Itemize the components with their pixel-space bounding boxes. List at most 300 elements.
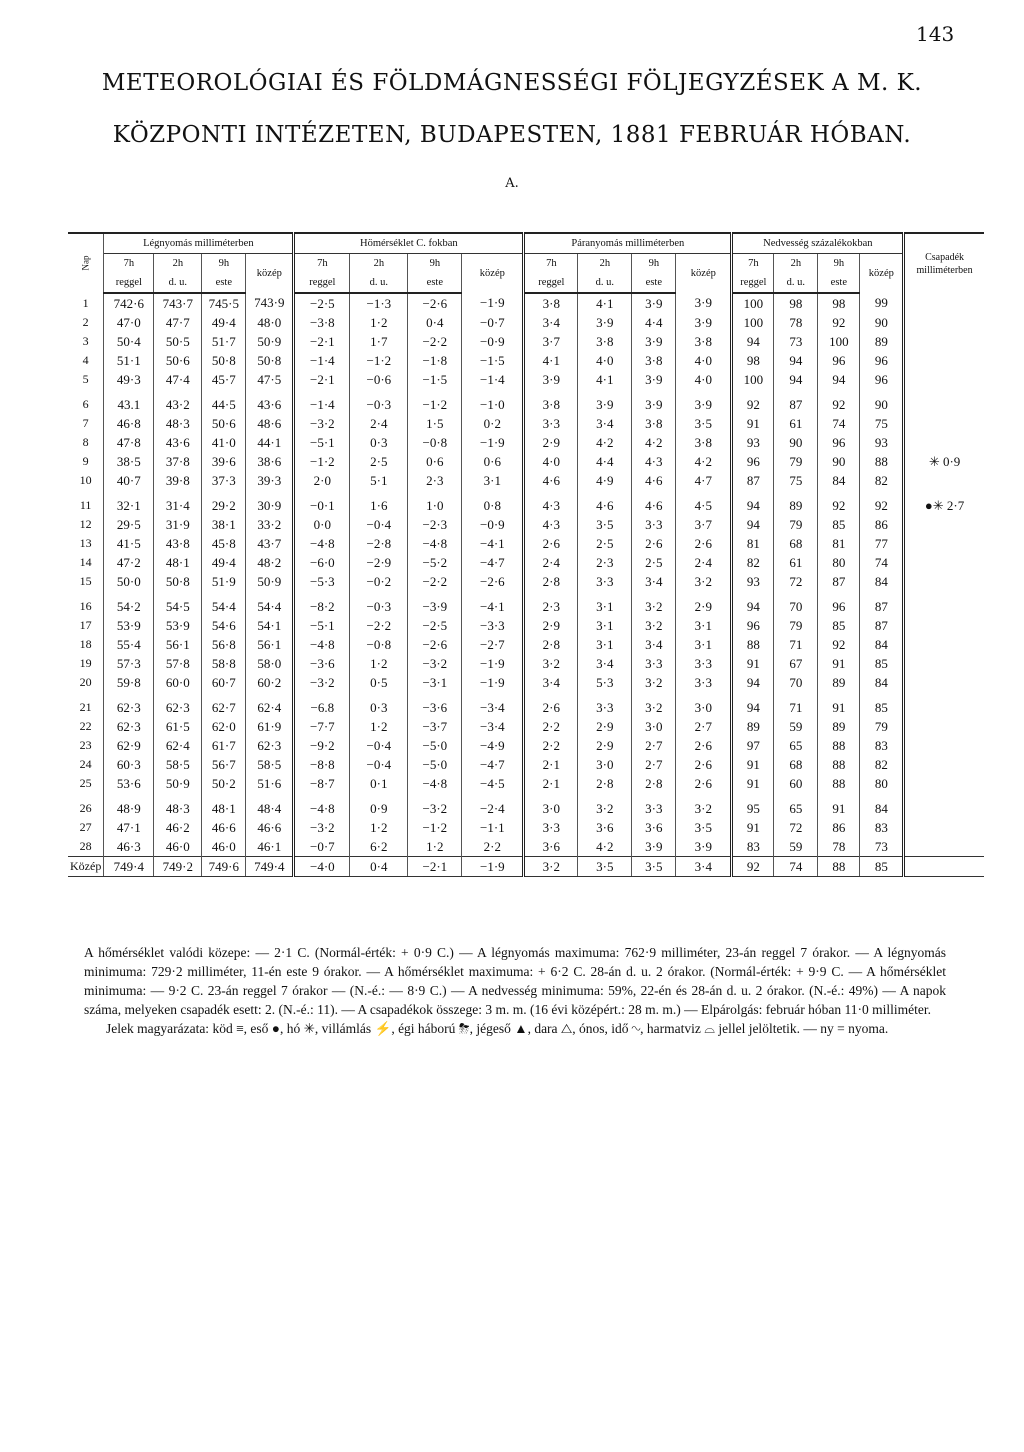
pressure-reading: 49·4 [202, 313, 246, 332]
vapour-pressure-reading: 4·2 [632, 433, 676, 452]
vapour-pressure-reading: 3·0 [578, 755, 632, 774]
vapour-pressure-mean: 2·4 [676, 553, 732, 572]
humidity-reading: 91 [818, 654, 860, 673]
precipitation-value [904, 818, 984, 837]
temperature-reading: 1·6 [350, 496, 408, 515]
vapour-pressure-reading: 2·5 [578, 534, 632, 553]
temperature-reading: −6·0 [294, 553, 350, 572]
pressure-reading: 49·3 [104, 370, 154, 389]
precipitation-value [904, 717, 984, 736]
vapour-pressure-mean: 4·0 [676, 351, 732, 370]
pressure-mean: 44·1 [246, 433, 294, 452]
vapour-pressure-reading: 3·8 [524, 395, 578, 414]
humidity-mean: 87 [860, 616, 904, 635]
humidity-reading: 68 [774, 534, 818, 553]
day-number: 20 [68, 673, 104, 692]
temperature-reading: −2·9 [350, 553, 408, 572]
temperature-reading: 0·3 [350, 433, 408, 452]
pressure-reading: 56·7 [202, 755, 246, 774]
pressure-reading: 742·6 [104, 293, 154, 313]
precipitation-value [904, 293, 984, 313]
vapour-pressure-reading: 3·1 [578, 597, 632, 616]
vapour-pressure-mean: 4·5 [676, 496, 732, 515]
vapour-pressure-reading: 2·5 [632, 553, 676, 572]
vapour-pressure-mean: 2·7 [676, 717, 732, 736]
pressure-mean: 743·9 [246, 293, 294, 313]
precipitation-value: ✳ 0·9 [928, 453, 961, 469]
pressure-reading: 44·5 [202, 395, 246, 414]
precipitation-value [904, 313, 984, 332]
humidity-reading: 80 [818, 553, 860, 572]
temperature-reading: 2·3 [408, 471, 462, 490]
pressure-reading: 47·0 [104, 313, 154, 332]
humidity-reading: 71 [774, 635, 818, 654]
precipitation-value: ●✳ 2·7 [924, 497, 965, 513]
temperature-mean: 3·1 [462, 471, 524, 490]
pressure-mean: 48·0 [246, 313, 294, 332]
vapour-pressure-reading: 3·5 [632, 857, 676, 877]
day-number: 13 [68, 534, 104, 553]
pressure-reading: 57·8 [154, 654, 202, 673]
table-row [68, 515, 984, 534]
precipitation-value [904, 332, 984, 351]
vapour-pressure-mean: 2·6 [676, 755, 732, 774]
humidity-reading: 89 [732, 717, 774, 736]
pressure-reading: 60·7 [202, 673, 246, 692]
vapour-pressure-reading: 2·2 [524, 736, 578, 755]
pressure-reading: 41·5 [104, 534, 154, 553]
vapour-pressure-reading: 2·6 [632, 534, 676, 553]
temperature-mean: 0·8 [462, 496, 524, 515]
vapour-pressure-reading: 4·1 [578, 293, 632, 313]
day-number: 5 [68, 370, 104, 389]
temperature-reading: 2·4 [350, 414, 408, 433]
pressure-reading: 61·7 [202, 736, 246, 755]
vapour-pressure-reading: 3·1 [578, 616, 632, 635]
temperature-reading: −8·2 [294, 597, 350, 616]
temperature-mean: −1·5 [462, 351, 524, 370]
table-row [68, 654, 984, 673]
humidity-reading: 91 [818, 698, 860, 717]
table-row [68, 293, 984, 313]
day-number: 27 [68, 818, 104, 837]
precipitation-value [904, 698, 984, 717]
humidity-reading: 94 [732, 332, 774, 351]
humidity-reading: 79 [774, 515, 818, 534]
vapour-pressure-reading: 4·1 [524, 351, 578, 370]
vapour-pressure-reading: 2·9 [524, 616, 578, 635]
temperature-mean: −4·7 [462, 755, 524, 774]
vapour-pressure-reading: 4·6 [524, 471, 578, 490]
humidity-reading: 94 [774, 370, 818, 389]
humidity-group-header: Nedvesség százalékokban [732, 233, 904, 254]
vapour-pressure-reading: 3·4 [524, 673, 578, 692]
humidity-reading: 90 [774, 433, 818, 452]
pressure-mean: 48·6 [246, 414, 294, 433]
humidity-mean: 77 [860, 534, 904, 553]
col-morning: reggel [732, 273, 774, 293]
humidity-reading: 72 [774, 818, 818, 837]
pressure-mean: 50·8 [246, 351, 294, 370]
humidity-reading: 96 [732, 452, 774, 471]
temperature-mean: −2·6 [462, 572, 524, 591]
pressure-reading: 53·6 [104, 774, 154, 793]
temperature-reading: −3·6 [294, 654, 350, 673]
day-number: 22 [68, 717, 104, 736]
temperature-reading: −5·1 [294, 616, 350, 635]
humidity-mean: 96 [860, 351, 904, 370]
temperature-reading: −6.8 [294, 698, 350, 717]
temperature-reading: −5·2 [408, 553, 462, 572]
day-number: 14 [68, 553, 104, 572]
pressure-reading: 743·7 [154, 293, 202, 313]
pressure-reading: 38·5 [104, 452, 154, 471]
col-mean: közép [246, 254, 294, 294]
vapour-pressure-reading: 3·9 [632, 293, 676, 313]
vapour-pressure-reading: 3·2 [578, 799, 632, 818]
vapour-pressure-mean: 3·9 [676, 395, 732, 414]
humidity-mean: 75 [860, 414, 904, 433]
humidity-mean: 88 [860, 452, 904, 471]
col-afternoon: d. u. [578, 273, 632, 293]
pressure-reading: 745·5 [202, 293, 246, 313]
page-subtitle: KÖZPONTI INTÉZETEN, BUDAPESTEN, 1881 FEBRUÁR HÓBAN. [112, 122, 912, 148]
humidity-reading: 78 [818, 837, 860, 857]
pressure-reading: 47·4 [154, 370, 202, 389]
humidity-reading: 89 [818, 717, 860, 736]
temperature-mean: −1·9 [462, 433, 524, 452]
vapour-pressure-mean: 3·3 [676, 654, 732, 673]
vapour-pressure-mean: 3·8 [676, 332, 732, 351]
table-row [68, 799, 984, 818]
col-afternoon: d. u. [350, 273, 408, 293]
temperature-reading: −5·1 [294, 433, 350, 452]
vapour-pressure-reading: 3·9 [578, 313, 632, 332]
vapour-pressure-reading: 4·6 [632, 471, 676, 490]
col-9h: 9h [408, 254, 462, 274]
pressure-reading: 46·3 [104, 837, 154, 857]
temperature-reading: 1·2 [350, 818, 408, 837]
vapour-pressure-reading: 3·3 [578, 698, 632, 717]
vapour-pressure-reading: 2·2 [524, 717, 578, 736]
temperature-mean: 0·6 [462, 452, 524, 471]
vapour-pressure-mean: 2·6 [676, 774, 732, 793]
humidity-reading: 89 [774, 496, 818, 515]
humidity-reading: 98 [732, 351, 774, 370]
humidity-reading: 94 [732, 597, 774, 616]
humidity-reading: 85 [818, 515, 860, 534]
temperature-mean: −1·9 [462, 673, 524, 692]
precipitation-value [904, 351, 984, 370]
humidity-reading: 88 [818, 755, 860, 774]
vapour-pressure-reading: 4·9 [578, 471, 632, 490]
temperature-reading: −0·4 [350, 736, 408, 755]
pressure-reading: 31·9 [154, 515, 202, 534]
table-row [68, 572, 984, 591]
temperature-reading: 0·6 [408, 452, 462, 471]
humidity-mean: 85 [860, 654, 904, 673]
day-number: 24 [68, 755, 104, 774]
humidity-reading: 88 [732, 635, 774, 654]
col-2h: 2h [578, 254, 632, 274]
vapour-pressure-mean: 4·7 [676, 471, 732, 490]
humidity-reading: 73 [774, 332, 818, 351]
humidity-mean: 74 [860, 553, 904, 572]
humidity-reading: 85 [818, 616, 860, 635]
temperature-reading: −1·2 [408, 818, 462, 837]
pressure-mean: 54·4 [246, 597, 294, 616]
col-7h: 7h [732, 254, 774, 274]
vapour-pressure-reading: 4·3 [524, 496, 578, 515]
humidity-reading: 78 [774, 313, 818, 332]
temperature-reading: −1·2 [294, 452, 350, 471]
pressure-reading: 53·9 [104, 616, 154, 635]
temperature-reading: −1·8 [408, 351, 462, 370]
humidity-reading: 88 [818, 774, 860, 793]
vapour-pressure-reading: 2·4 [524, 553, 578, 572]
pressure-reading: 56·1 [154, 635, 202, 654]
col-evening: este [818, 273, 860, 293]
day-number: 10 [68, 471, 104, 490]
vapour-pressure-reading: 3·9 [632, 370, 676, 389]
pressure-reading: 45·8 [202, 534, 246, 553]
humidity-reading: 93 [732, 433, 774, 452]
temperature-mean: −1·4 [462, 370, 524, 389]
temperature-reading: −2·1 [294, 332, 350, 351]
temperature-mean: −4·9 [462, 736, 524, 755]
pressure-reading: 58·5 [154, 755, 202, 774]
pressure-reading: 62·3 [154, 698, 202, 717]
vapour-pressure-reading: 3·8 [632, 351, 676, 370]
pressure-reading: 60·0 [154, 673, 202, 692]
humidity-reading: 91 [732, 755, 774, 774]
precipitation-value [904, 857, 984, 877]
humidity-reading: 74 [818, 414, 860, 433]
pressure-reading: 43.1 [104, 395, 154, 414]
vapour-pressure-reading: 3·4 [578, 414, 632, 433]
temperature-reading: −2·5 [408, 616, 462, 635]
temperature-reading: −3·9 [408, 597, 462, 616]
vapour-pressure-reading: 3·2 [632, 673, 676, 692]
vapour-pressure-reading: 3·3 [632, 515, 676, 534]
vapour-pressure-reading: 2·7 [632, 736, 676, 755]
col-2h: 2h [350, 254, 408, 274]
vapour-pressure-reading: 4·3 [632, 452, 676, 471]
pressure-reading: 50·4 [104, 332, 154, 351]
average-label: Közép [68, 857, 104, 877]
pressure-reading: 62·7 [202, 698, 246, 717]
pressure-reading: 45·7 [202, 370, 246, 389]
temperature-reading: −4·8 [408, 774, 462, 793]
precipitation-value [904, 572, 984, 591]
vapour-pressure-reading: 3·9 [632, 395, 676, 414]
day-number: 25 [68, 774, 104, 793]
precipitation-value [904, 673, 984, 692]
table-row [68, 471, 984, 490]
vapour-pressure-reading: 4·0 [524, 452, 578, 471]
vapour-pressure-reading: 3·2 [632, 616, 676, 635]
temperature-mean: −4·1 [462, 534, 524, 553]
pressure-reading: 41·0 [202, 433, 246, 452]
pressure-reading: 749·2 [154, 857, 202, 877]
humidity-reading: 98 [818, 293, 860, 313]
humidity-mean: 83 [860, 818, 904, 837]
pressure-reading: 46·0 [154, 837, 202, 857]
pressure-mean: 33·2 [246, 515, 294, 534]
pressure-reading: 47·7 [154, 313, 202, 332]
col-morning: reggel [524, 273, 578, 293]
pressure-reading: 749·4 [104, 857, 154, 877]
observation-table [68, 232, 984, 877]
humidity-reading: 87 [818, 572, 860, 591]
temperature-reading: −3·8 [294, 313, 350, 332]
pressure-reading: 62·3 [104, 717, 154, 736]
pressure-reading: 55·4 [104, 635, 154, 654]
vapour-pressure-reading: 2·1 [524, 755, 578, 774]
vapour-pressure-reading: 4·4 [632, 313, 676, 332]
precipitation-value [904, 635, 984, 654]
pressure-reading: 37·8 [154, 452, 202, 471]
vapour-pressure-mean: 3·2 [676, 799, 732, 818]
pressure-reading: 50·2 [202, 774, 246, 793]
humidity-reading: 95 [732, 799, 774, 818]
day-number: 3 [68, 332, 104, 351]
vapour-pressure-reading: 4·0 [578, 351, 632, 370]
vapour-pressure-reading: 3·3 [524, 818, 578, 837]
vapour-pressure-reading: 3·3 [524, 414, 578, 433]
col-9h: 9h [632, 254, 676, 274]
temperature-reading: −2·5 [294, 293, 350, 313]
notes [84, 943, 946, 1038]
precipitation-value [904, 515, 984, 534]
table-row [68, 616, 984, 635]
humidity-reading: 100 [732, 293, 774, 313]
humidity-reading: 92 [818, 313, 860, 332]
humidity-reading: 67 [774, 654, 818, 673]
vapour-pressure-reading: 3·4 [632, 635, 676, 654]
humidity-mean: 79 [860, 717, 904, 736]
vapour-pressure-reading: 3·5 [578, 515, 632, 534]
temperature-mean: −4·7 [462, 553, 524, 572]
humidity-mean: 85 [860, 857, 904, 877]
vapour-pressure-reading: 3·4 [524, 313, 578, 332]
temperature-reading: −0·2 [350, 572, 408, 591]
day-column-header: Nap [68, 233, 104, 293]
pressure-reading: 37·3 [202, 471, 246, 490]
day-number: 2 [68, 313, 104, 332]
humidity-reading: 94 [774, 351, 818, 370]
temperature-mean: −2·7 [462, 635, 524, 654]
humidity-reading: 61 [774, 414, 818, 433]
precipitation-group-header: Csapadék milliméterben [904, 233, 984, 293]
vapour-pressure-reading: 2·9 [578, 717, 632, 736]
table-row [68, 332, 984, 351]
precipitation-value [904, 837, 984, 857]
pressure-mean: 43·7 [246, 534, 294, 553]
temperature-reading: 6·2 [350, 837, 408, 857]
vapour-pressure-mean: 3·1 [676, 635, 732, 654]
vapour-pressure-mean: 3·9 [676, 293, 732, 313]
precipitation-value [904, 471, 984, 490]
temperature-mean: −0·9 [462, 332, 524, 351]
day-number: 28 [68, 837, 104, 857]
vapour-pressure-reading: 3·3 [632, 799, 676, 818]
vapour-pressure-reading: 3·9 [632, 332, 676, 351]
vapour-pressure-mean: 3·0 [676, 698, 732, 717]
humidity-reading: 94 [732, 673, 774, 692]
humidity-mean: 92 [860, 496, 904, 515]
pressure-reading: 29·2 [202, 496, 246, 515]
temperature-reading: 0·9 [350, 799, 408, 818]
precipitation-value [904, 755, 984, 774]
page-title: METEOROLÓGIAI ÉS FÖLDMÁGNESSÉGI FÖLJEGYZÉSEK A M. K. [101, 70, 923, 96]
pressure-reading: 47·8 [104, 433, 154, 452]
temperature-reading: 5·1 [350, 471, 408, 490]
pressure-reading: 38·1 [202, 515, 246, 534]
precipitation-value [904, 395, 984, 414]
pressure-reading: 29·5 [104, 515, 154, 534]
pressure-reading: 43·8 [154, 534, 202, 553]
col-evening: este [632, 273, 676, 293]
day-number: 11 [68, 496, 104, 515]
pressure-reading: 47·2 [104, 553, 154, 572]
table-row [68, 774, 984, 793]
humidity-reading: 92 [732, 395, 774, 414]
humidity-reading: 72 [774, 572, 818, 591]
vapour-pressure-reading: 4·6 [632, 496, 676, 515]
humidity-mean: 83 [860, 736, 904, 755]
pressure-reading: 32·1 [104, 496, 154, 515]
vapour-pressure-mean: 2·6 [676, 534, 732, 553]
vapour-pressure-reading: 2·9 [524, 433, 578, 452]
temperature-mean: −1·0 [462, 395, 524, 414]
temperature-reading: −3·2 [294, 414, 350, 433]
humidity-reading: 90 [818, 452, 860, 471]
vapour-pressure-mean: 3·7 [676, 515, 732, 534]
temperature-reading: 0·4 [408, 313, 462, 332]
humidity-reading: 70 [774, 597, 818, 616]
precipitation-value [904, 616, 984, 635]
col-evening: este [202, 273, 246, 293]
vapour-pressure-reading: 4·3 [524, 515, 578, 534]
humidity-reading: 92 [818, 496, 860, 515]
vapour-pressure-reading: 2·8 [632, 774, 676, 793]
col-2h: 2h [154, 254, 202, 274]
day-number: 8 [68, 433, 104, 452]
humidity-mean: 87 [860, 597, 904, 616]
col-mean: közép [676, 254, 732, 294]
vapour-pressure-reading: 3·6 [632, 818, 676, 837]
precipitation-value [904, 414, 984, 433]
temperature-mean: −0·9 [462, 515, 524, 534]
humidity-reading: 94 [732, 496, 774, 515]
temperature-reading: 1·2 [408, 837, 462, 857]
temperature-reading: 0·0 [294, 515, 350, 534]
humidity-mean: 84 [860, 572, 904, 591]
humidity-reading: 91 [732, 774, 774, 793]
vapour-pressure-reading: 3·0 [632, 717, 676, 736]
humidity-mean: 80 [860, 774, 904, 793]
pressure-mean: 61·9 [246, 717, 294, 736]
table-row [68, 673, 984, 692]
temperature-reading: −3·1 [408, 673, 462, 692]
average-row [68, 857, 984, 877]
temperature-reading: −5·0 [408, 755, 462, 774]
pressure-mean: 47·5 [246, 370, 294, 389]
table-row [68, 755, 984, 774]
vapour-pressure-reading: 3·9 [578, 395, 632, 414]
humidity-reading: 97 [732, 736, 774, 755]
